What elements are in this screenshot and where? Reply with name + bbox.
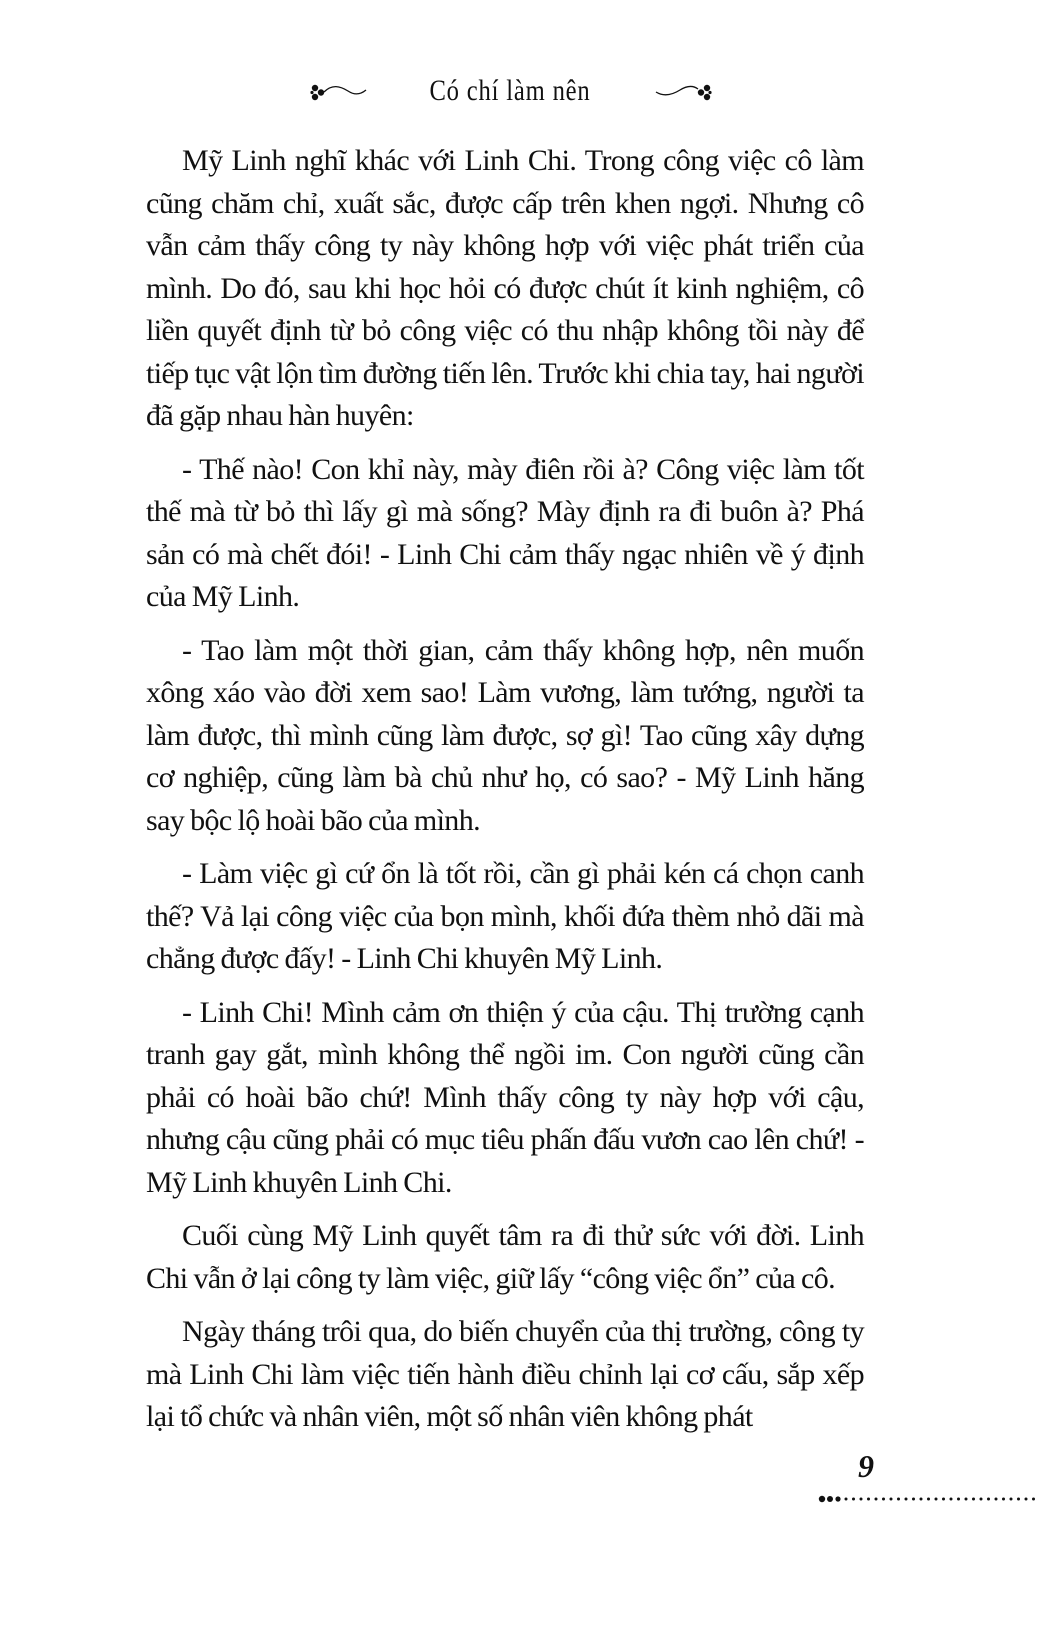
leader-dot [890,1498,893,1501]
leader-dot [860,1498,863,1501]
leader-dot [972,1498,975,1501]
leader-dot [1017,1498,1020,1501]
leader-dot [935,1498,938,1501]
leader-dot [882,1498,885,1501]
leader-dot [897,1498,900,1501]
leader-dot [957,1498,960,1501]
leader-dot [905,1498,908,1501]
leader-dot [852,1498,855,1501]
flourish-icon [654,76,714,106]
paragraph: Cuối cùng Mỹ Linh quyết tâm ra đi thử sức với đời. Linh Chi vẫn ở lại công ty làm việc, giữ lấy “công việc ổn” của cô. [146,1219,864,1295]
running-header [300,68,720,118]
paragraph: Ngày tháng trôi qua, do biến chuyển của thị trường, công ty mà Linh Chi làm việc tiến hành điều chỉnh lại cơ cấu, sắp xếp lại tổ chức và nhân viên, một số nhân viên không phát [146,1315,864,1433]
leader-dot [942,1498,945,1501]
paragraph: - Làm việc gì cứ ổn là tốt rồi, cần gì phải kén cá chọn canh thế? Vả lại công việc của bọn mình, khối đứa thèm nhỏ dãi mà chẳng được đấy! - Linh Chi khuyên Mỹ Linh. [146,857,864,975]
leader-dot [927,1498,930,1501]
paragraph: - Tao làm một thời gian, cảm thấy không hợp, nên muốn xông xáo vào đời xem sao! Làm vương, làm tướng, người ta làm được, thì mình cũng làm được, sợ gì! Tao cũng xây dựng cơ nghiệp, cũng làm bà chủ như họ, có sao? - Mỹ Linh hăng say bộc lộ hoài bão của mình. [146,633,864,837]
running-header-title: Có chí làm nên [429,74,591,107]
body-text [146,140,864,1450]
page-number: 9 [858,1448,874,1484]
leader-dot [1010,1498,1013,1501]
paragraph: - Thế nào! Con khỉ này, mày điên rồi à? Công việc làm tốt thế mà từ bỏ thì lấy gì mà sống? Mày định ra đi buôn à? Phá sản có mà chết đói! - Linh Chi cảm thấy ngạc nhiên về ý định của Mỹ Linh. [146,452,864,613]
leader-dot [995,1498,998,1501]
leader-dot [1032,1498,1035,1501]
paragraph: Mỹ Linh nghĩ khác với Linh Chi. Trong công việc cô làm cũng chăm chỉ, xuất sắc, được cấp trên khen ngợi. Nhưng cô vẫn cảm thấy công ty này không hợp với việc phát triển của mình. Do đó, sau khi học hỏi có được chút ít kinh nghiệm, cô liền quyết định từ bỏ công việc có thu nhập không tồi này để tiếp tục vật lộn tìm đường tiến lên. Trước khi chia tay, hai người đã gặp nhau hàn huyên: [146,144,864,432]
leader-dot [950,1498,953,1501]
dotted-leader-icon [818,1494,1040,1504]
leader-dot [1025,1498,1028,1501]
leader-dot [912,1498,915,1501]
leader-dot [867,1498,870,1501]
leader-dot [965,1498,968,1501]
paragraph: - Linh Chi! Mình cảm ơn thiện ý của cậu. Thị trường cạnh tranh gay gắt, mình không thể ngồi im. Con người cũng cần phải có hoài bão chứ! Mình thấy công ty này hợp với cậu, nhưng cậu cũng phải có mục tiêu phấn đấu vươn cao lên chứ! - Mỹ Linh khuyên Linh Chi. [146,995,864,1199]
leader-dot [980,1498,983,1501]
leader-dot [845,1498,848,1501]
leader-dot [920,1498,923,1501]
leader-dot [987,1498,990,1501]
leader-dot [1002,1498,1005,1501]
leader-dot [875,1498,878,1501]
